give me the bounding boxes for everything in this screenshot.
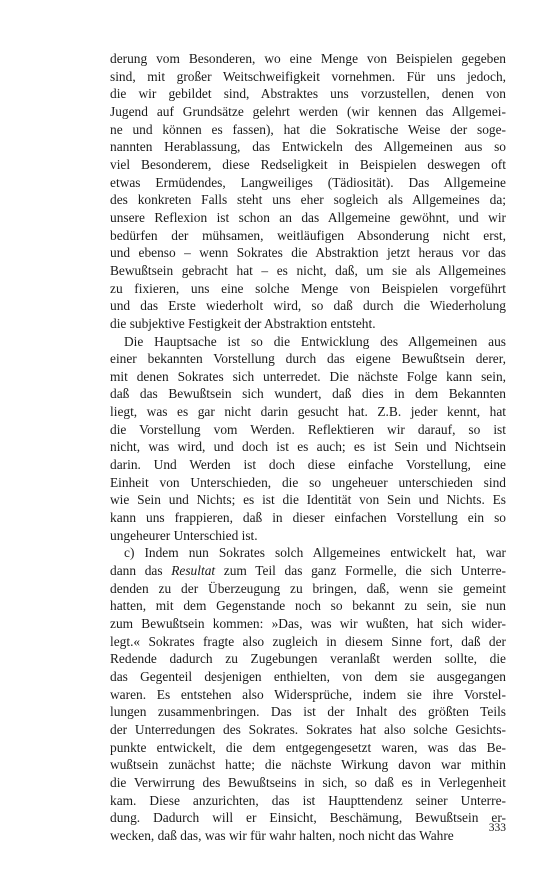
text-line: die Vorstellung vom Werden. Reflektieren wir darauf, so ist — [110, 421, 506, 437]
text-line: etwas Ermüdendes, Langweiliges (Tädiosität). Das Allgemeine — [110, 174, 506, 190]
text-line: ungeheurer Unterschied ist. — [110, 527, 258, 543]
text-line: und ebenso – wenn Sokrates die Abstraktion jetzt heraus vor das — [110, 245, 506, 261]
text-line: waren. Es entstehen also Widersprüche, indem sie ihre Vorstel- — [110, 686, 506, 702]
text-line: liegt, was es gar nicht darin gesucht hat. Z.B. jeder kennt, hat — [110, 404, 506, 420]
text-line: wußtsein zunächst hatte; die nächste Wirkung davon war mithin — [110, 757, 506, 773]
text-line: die Verwirrung des Bewußtseins in sich, so daß es in Verlegenheit — [110, 774, 506, 790]
text-line: des konkreten Falls steht uns eher sogleich als Allgemeines da; — [110, 192, 506, 208]
text-line: Bewußtsein gebracht hat – es nicht, daß, um sie als Allgemeines — [110, 262, 506, 278]
text-line: nicht, was wird, und doch ist es auch; es ist Sein und Nichtsein — [110, 439, 506, 455]
text-line: c) Indem nun Sokrates solch Allgemeines entwickelt hat, war — [124, 545, 506, 561]
text-line: darin. Und Werden ist doch diese einfache Vorstellung, eine — [110, 457, 506, 473]
text-line: die wir gebildet sind, Abstraktes uns vorzustellen, denen von — [110, 86, 506, 102]
text-line: zu fixieren, uns eine solche Menge von Beispielen vorgeführt — [110, 280, 506, 296]
body-text — [110, 50, 506, 845]
text-line: das Gegenteil desjenigen enthielten, von dem sie ausgegangen — [110, 668, 506, 684]
text-line: denden zu der Überzeugung zu bringen, daß, wenn sie gemeint — [110, 580, 506, 596]
text-line: legt.« Sokrates fragte also zugleich in diesem Sinne fort, daß der — [110, 633, 506, 649]
text-line: bedürfen der mühsamen, weitläufigen Absonderung nicht erst, — [110, 227, 506, 243]
text-line: punkte entwickelt, die dem entgegengesetzt waren, was das Be- — [110, 739, 506, 755]
text-line: kam. Diese anzurichten, das ist Haupttendenz seiner Unterre- — [110, 792, 506, 808]
text-line: hatten, mit dem Gegenstande noch so bekannt zu sein, sie nun — [110, 598, 506, 614]
text-line: wecken, daß das, was wir für wahr halten, noch nicht das Wahre — [110, 827, 454, 843]
text-line: nannten Herablassung, das Entwickeln des Allgemeinen aus so — [110, 139, 506, 155]
text-line: daß das Bewußtsein sich wundert, daß dies in dem Bekannten — [110, 386, 506, 402]
text-line: Einheit von Unterschieden, die so ungeheuer unterschieden sind — [110, 474, 506, 490]
text-line: einer bekannten Vorstellung durch das eigene Bewußtsein derer, — [110, 351, 506, 367]
text-line: mit denen Sokrates sich unterredet. Die nächste Folge kann sein, — [110, 368, 506, 384]
text-line: derung vom Besonderen, wo eine Menge von Beispielen gegeben — [110, 51, 506, 66]
text-line: die subjektive Festigkeit der Abstraktion entsteht. — [110, 315, 376, 331]
text-line: kann uns frappieren, daß in dieser einfachen Vorstellung ein so — [110, 510, 506, 526]
text-line: dann das Resultat zum Teil das ganz Formelle, die sich Unterre- — [110, 563, 506, 579]
text-line: dung. Dadurch will er Einsicht, Beschämung, Bewußtsein er- — [110, 810, 506, 826]
text-line: Jugend auf Grundsätze gelehrt werden (wir kennen das Allgemei- — [110, 103, 506, 119]
text-line: und das Erste wiederholt wird, so daß durch die Wiederholung — [110, 298, 506, 314]
text-line: lungen zusammenbringen. Das ist der Inhalt des größten Teils — [110, 704, 506, 720]
paragraph — [110, 50, 506, 333]
text-line: sind, mit großer Weitschweifigkeit vornehmen. Für uns jedoch, — [110, 68, 506, 84]
text-line: wie Sein und Nichts; es ist die Identität von Sein und Nichts. Es — [110, 492, 506, 508]
text-line: unsere Reflexion ist schon an das Allgemeine gewöhnt, und wir — [110, 209, 506, 225]
text-line: viel Besonderem, diese Redseligkeit in Beispielen deswegen oft — [110, 156, 506, 172]
text-line: zum Bewußtsein kommen: »Das, was wir wußten, hat sich wider- — [110, 616, 506, 631]
text-line: Redende dadurch zu Zugebungen veranlaßt werden sollte, die — [110, 651, 506, 667]
page-number: 333 — [488, 822, 506, 834]
paragraph — [110, 544, 506, 844]
text-line: der Unterredungen des Sokrates. Sokrates hat also solche Gesichts- — [110, 721, 506, 737]
text-line: Die Hauptsache ist so die Entwicklung des Allgemeinen aus — [124, 333, 506, 349]
paragraph — [110, 333, 506, 545]
text-line: ne und können es fassen), hat die Sokratische Weise der soge- — [110, 121, 506, 137]
